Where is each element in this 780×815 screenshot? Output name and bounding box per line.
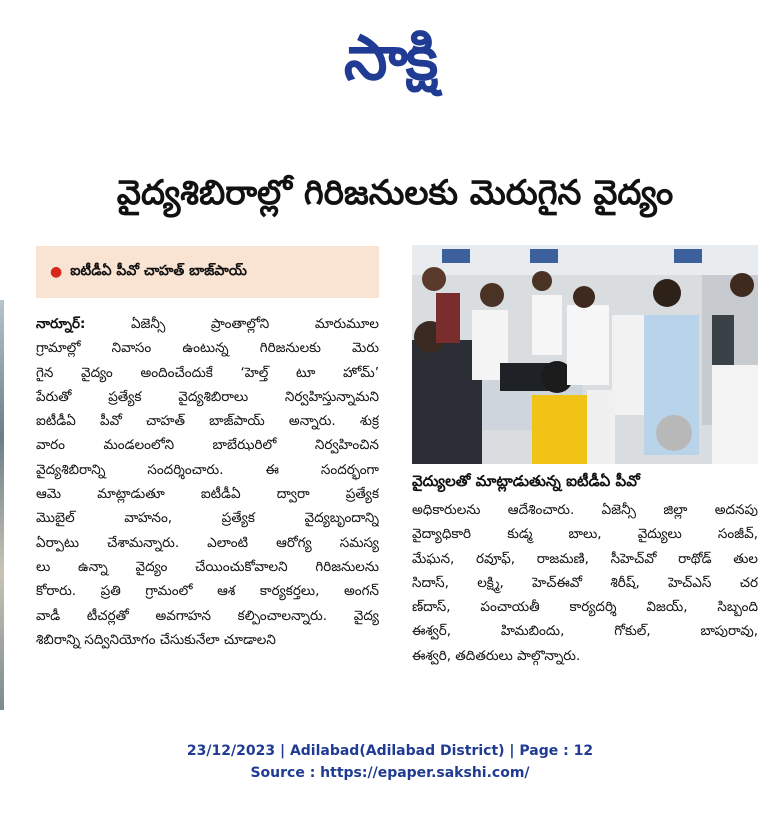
- body-line: సిదాస్, లక్ష్మి, హెచ్‌ఈవో శిరీష్, హెచ్‌ఎస్ చర: [412, 574, 758, 591]
- body-line: ఈశ్వర్, హిమబిందు, గోకుల్, బాపురావు,: [412, 623, 758, 640]
- body-line: కోరారు. ప్రతి గ్రామంలో ఆశ కార్యకర్తలు, అంగన్: [36, 583, 379, 600]
- page-footer: [0, 740, 780, 784]
- highlight-text: ఐటీడీఏ పీవో చాహత్ బాజ్‌పాయ్: [70, 262, 247, 279]
- edition-info: 23/12/2023 | Adilabad(Adilabad District) | Page : 12: [186, 743, 594, 759]
- body-line: ఆమె మాట్లాడుతూ ఐటీడీఏ ద్వారా ప్రత్యేక: [36, 486, 379, 503]
- medical-camp-photo: [412, 245, 758, 464]
- body-line: వారం మండలంలోని బాబేఝరిలో నిర్వహించిన: [36, 437, 379, 454]
- body-line: ఐటీడీఏ పీవో చాహత్ బాజ్‌పాయ్ అన్నారు. శుక్ర: [36, 413, 379, 430]
- body-line: ఏర్పాటు చేశామన్నారు. ఎలాంటి ఆరోగ్య సమస్య: [36, 534, 379, 551]
- masthead: [0, 18, 780, 98]
- body-line: ణ్‌దాస్, పంచాయతీ కార్యదర్శి విజయ్, సిబ్బంది: [412, 599, 758, 616]
- photo-caption: వైద్యులతో మాట్లాడుతున్న ఐటీడీఏ పీవో: [412, 472, 640, 490]
- body-line: గ్రామాల్లో నివాసం ఉంటున్న గిరిజనులకు మెరు: [36, 340, 379, 357]
- body-line: శిబిరాన్ని సద్వినియోగం చేసుకునేలా చూడాలని: [36, 631, 276, 648]
- body-line: ఈశ్వరి, తదితరులు పాల్గొన్నారు.: [412, 647, 581, 664]
- body-line: గైన వైద్యం అందించేందుకే ‘హెల్త్ టూ హోమ్’: [36, 364, 379, 381]
- body-line: అధికారులను ఆదేశించారు. ఏజెన్సీ జిల్లా అదనపు: [412, 502, 758, 518]
- body-line: నార్నూర్: ఏజెన్సీ ప్రాంతాల్లోని మారుమూల: [36, 316, 379, 332]
- body-line: మొబైల్ వాహనం, ప్రత్యేక వైద్యబృందాన్ని: [36, 510, 379, 527]
- article-body-left: [36, 312, 379, 652]
- bullet-dot-icon: ●: [50, 264, 63, 280]
- article-headline: వైద్యశిబిరాల్లో గిరిజనులకు మెరుగైన వైద్యం: [116, 173, 674, 213]
- body-line: లు ఉన్నా వైద్యం చేయించుకోవాలని గిరిజనులను: [36, 558, 379, 575]
- body-line: వైద్యశిబిరాన్ని సందర్శించారు. ఈ సందర్భంగా: [36, 461, 379, 478]
- body-line: పేరుతో ప్రత్యేక వైద్యశిబిరాలు నిర్వహిస్తున్నామని: [36, 388, 379, 405]
- article-body-right: [412, 498, 758, 668]
- source-link[interactable]: Source : https://epaper.sakshi.com/: [250, 765, 530, 781]
- highlight-box: [36, 246, 379, 298]
- body-line: వాడీ టీచర్లతో అవగాహన కల్పించాలన్నారు. వైద్య: [36, 607, 379, 624]
- body-line: మేఘన, రవూఫ్, రాజమణి, సీహెచ్‌వో రాథోడ్ తుల: [412, 550, 758, 567]
- article-photo: [412, 245, 758, 464]
- body-line: వైద్యాధికారి కుడ్మ బాలు, వైద్యులు సంజీవ్,: [412, 526, 758, 543]
- adjacent-photo-edge: [0, 300, 4, 710]
- sakshi-logo: సాక్షి: [343, 21, 437, 94]
- dateline-place: నార్నూర్:: [36, 316, 86, 332]
